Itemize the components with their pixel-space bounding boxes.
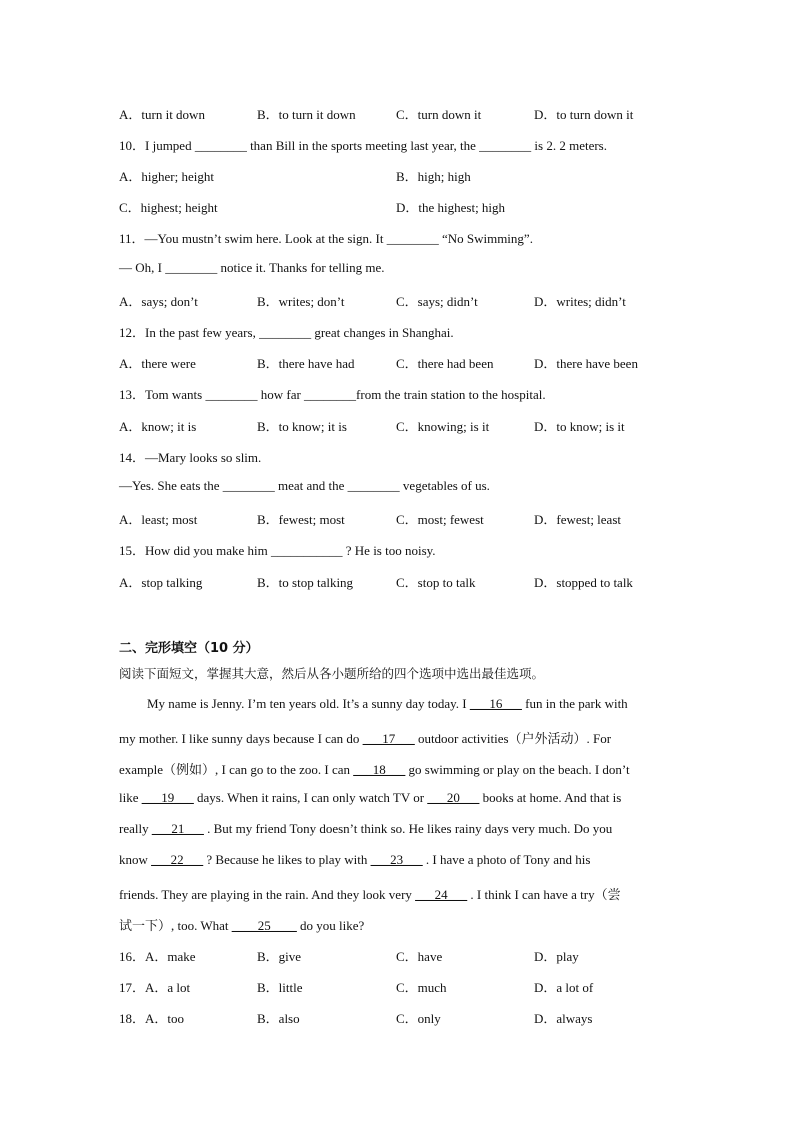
q15-option-a: A．stop talking [119, 575, 203, 590]
blank-17: ___17___ [362, 731, 415, 746]
q14-stem-reply: —Yes. She eats the ________ meat and the ________ vegetables of us. [119, 478, 490, 493]
cloze-16-label [119, 946, 196, 965]
q14-option-d: D．fewest; least [534, 512, 622, 527]
cloze-16-num: 16． [119, 949, 146, 964]
cloze-17-num: 17． [119, 980, 146, 995]
q12-option-c: C．there had been [396, 356, 494, 371]
q15-option-b: B．to stop talking [257, 575, 354, 590]
q9-option-b: B．to turn it down [257, 107, 356, 122]
q10-option-b: B．high; high [396, 169, 471, 184]
passage-line-1 [147, 696, 628, 712]
passage-line-4 [119, 790, 621, 806]
q9-option-c: C．turn down it [396, 107, 482, 122]
q10-option-c: C．highest; height [119, 200, 218, 215]
passage-text: days. When it rains, I can only watch TV or [193, 790, 428, 805]
passage-text: fun in the park with [521, 696, 628, 711]
q11-stem: 11．—You mustn’t swim here. Look at the sign. It ________ “No Swimming”. [119, 231, 533, 246]
cloze-18-num: 18． [119, 1011, 146, 1026]
q9-option-a: A．turn it down [119, 107, 205, 122]
cloze-17-label [119, 977, 190, 996]
blank-21: ___21___ [151, 821, 204, 836]
q13-option-c: C．knowing; is it [396, 419, 490, 434]
section-instruction: 阅读下面短文，掌握其大意，然后从各小题所给的四个选项中选出最佳选项。 [119, 666, 545, 681]
passage-text: example（例如）, I can go to the zoo. I can [119, 762, 354, 777]
cloze-16-option-b: B．give [257, 949, 302, 964]
blank-22: ___22___ [151, 852, 204, 867]
passage-text: ? Because he likes to play with [203, 852, 371, 867]
passage-text: outdoor activities（户外活动）. For [414, 731, 612, 746]
blank-18: ___18___ [353, 762, 406, 777]
q14-stem: 14．—Mary looks so slim. [119, 450, 262, 465]
q10-stem: 10．I jumped ________ than Bill in the sports meeting last year, the ________ is 2. 2 meters. [119, 138, 607, 153]
passage-line-6 [119, 852, 590, 868]
passage-text: my mother. I like sunny days because I can do [119, 731, 363, 746]
cloze-17-option-d: D．a lot of [534, 980, 594, 995]
q12-option-b: B．there have had [257, 356, 355, 371]
q11-option-d: D．writes; didn’t [534, 294, 626, 309]
passage-text: go swimming or play on the beach. I don’t [405, 762, 630, 777]
cloze-18-label [119, 1008, 184, 1027]
passage-text: 试一下）, too. What [119, 918, 232, 933]
q11-stem-reply: — Oh, I ________ notice it. Thanks for telling me. [119, 260, 385, 275]
q14-option-b: B．fewest; most [257, 512, 345, 527]
q10-option-d: D．the highest; high [396, 200, 506, 215]
passage-line-5 [119, 821, 612, 837]
q12-option-a: A．there were [119, 356, 196, 371]
q13-stem: 13．Tom wants ________ how far ________from the train station to the hospital. [119, 387, 546, 402]
passage-text: My name is Jenny. I’m ten years old. It’s a sunny day today. I [147, 696, 470, 711]
q11-option-b: B．writes; don’t [257, 294, 345, 309]
q12-stem: 12．In the past few years, ________ great changes in Shanghai. [119, 325, 454, 340]
blank-24: ___24___ [415, 887, 468, 902]
cloze-17-option-b: B．little [257, 980, 303, 995]
q13-option-a: A．know; it is [119, 419, 197, 434]
q11-option-a: A．says; don’t [119, 294, 198, 309]
passage-line-7 [119, 884, 621, 903]
blank-20: ___20___ [427, 790, 480, 805]
q11-option-c: C．says; didn’t [396, 294, 478, 309]
passage-line-8 [119, 915, 364, 934]
q13-option-d: D．to know; is it [534, 419, 625, 434]
q14-option-a: A．least; most [119, 512, 198, 527]
passage-text: . I have a photo of Tony and his [422, 852, 591, 867]
q14-option-c: C．most; fewest [396, 512, 484, 527]
passage-text: do you like? [296, 918, 365, 933]
passage-text: friends. They are playing in the rain. And they look very [119, 887, 416, 902]
blank-16: ___16___ [469, 696, 522, 711]
q13-option-b: B．to know; it is [257, 419, 347, 434]
q15-stem: 15．How did you make him ___________ ? He is too noisy. [119, 543, 436, 558]
q15-option-c: C．stop to talk [396, 575, 476, 590]
q9-option-d: D．to turn down it [534, 107, 634, 122]
cloze-16-option-c: C．have [396, 949, 443, 964]
passage-text: know [119, 852, 152, 867]
passage-text: really [119, 821, 152, 836]
cloze-18-option-a: A．too [145, 1011, 185, 1026]
q10-option-a: A．higher; height [119, 169, 214, 184]
blank-25: ____25____ [231, 918, 297, 933]
blank-19: ___19___ [141, 790, 194, 805]
passage-line-2 [119, 728, 611, 747]
passage-text: . I think I can have a try（尝 [467, 887, 621, 902]
blank-23: ___23___ [370, 852, 423, 867]
cloze-17-option-c: C．much [396, 980, 447, 995]
section-title: 二、完形填空（10 分） [119, 641, 259, 656]
passage-text: books at home. And that is [479, 790, 622, 805]
cloze-16-option-d: D．play [534, 949, 579, 964]
cloze-17-option-a: A．a lot [145, 980, 191, 995]
cloze-18-option-d: D．always [534, 1011, 593, 1026]
passage-text: . But my friend Tony doesn’t think so. He likes rainy days very much. Do you [203, 821, 613, 836]
cloze-18-option-c: C．only [396, 1011, 441, 1026]
cloze-18-option-b: B．also [257, 1011, 300, 1026]
q15-option-d: D．stopped to talk [534, 575, 633, 590]
cloze-16-option-a: A．make [145, 949, 196, 964]
passage-text: like [119, 790, 142, 805]
passage-line-3 [119, 759, 630, 778]
q12-option-d: D．there have been [534, 356, 638, 371]
